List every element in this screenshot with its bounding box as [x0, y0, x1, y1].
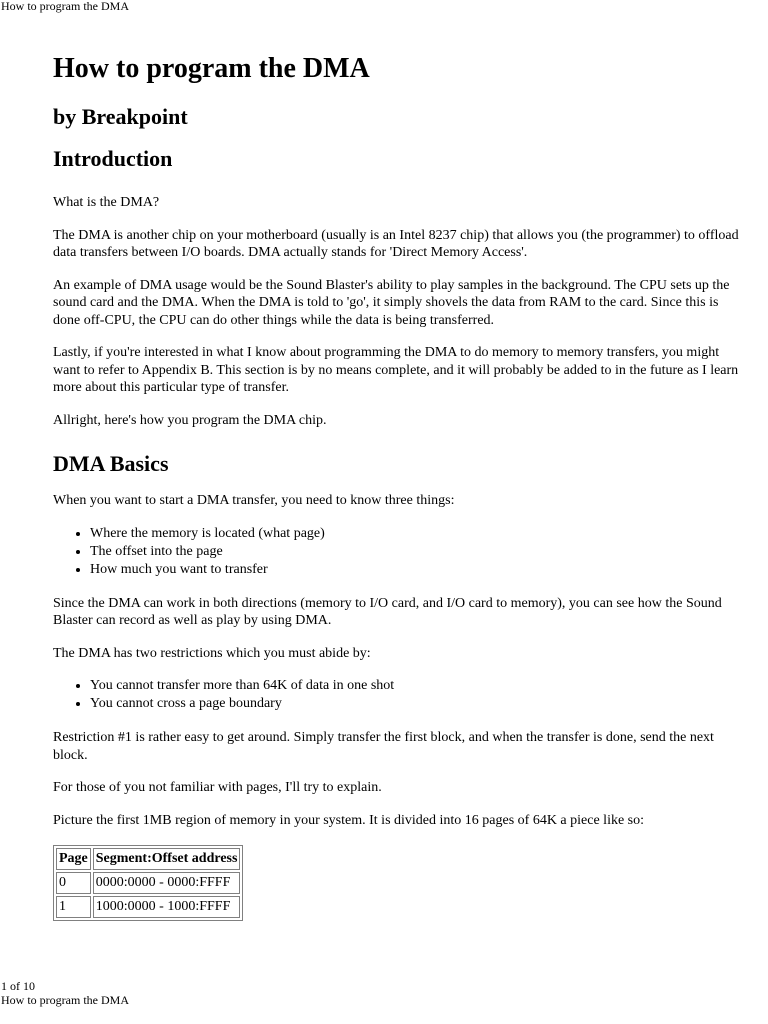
table-cell: 0 [56, 872, 91, 894]
three-things-list [53, 525, 743, 579]
table-cell: 0000:0000 - 0000:FFFF [93, 872, 241, 894]
dma-basics-heading: DMA Basics [53, 451, 169, 476]
list-item: • You cannot cross a page boundary [90, 695, 743, 713]
directions-paragraph: Since the DMA can work in both directions (memory to I/O card, and I/O card to memory), you can see how the Sound Blaster can record as well as play by using DMA. [53, 595, 722, 628]
document-content [53, 52, 743, 921]
basics-intro: When you want to start a DMA transfer, you need to know three things: [53, 493, 455, 508]
list-item: • The offset into the page [90, 543, 743, 561]
table-row [56, 896, 240, 918]
restriction-one-paragraph: Restriction #1 is rather easy to get around. Simply transfer the first block, and when the transfer is done, send the next block. [53, 730, 714, 763]
restrictions-list [53, 677, 743, 713]
table-row [56, 872, 240, 894]
pages-explain-paragraph: For those of you not familiar with pages, I'll try to explain. [53, 780, 382, 795]
table-cell: 1 [56, 896, 91, 918]
table-header-address: Segment:Offset address [93, 848, 241, 870]
table-header-row [56, 848, 240, 870]
intro-paragraph: Allright, here's how you program the DMA chip. [53, 412, 327, 428]
list-item: • You cannot transfer more than 64K of data in one shot [90, 677, 743, 695]
intro-paragraph: Lastly, if you're interested in what I know about programming the DMA to do memory to memory transfers, you might want to refer to Appendix B. This section is by no means complete, and it will probably be added to in the future as I learn more about this particular type of transfer. [53, 345, 739, 395]
document-title: How to program the DMA [53, 53, 370, 84]
table-header-page: Page [56, 848, 91, 870]
page-number: 1 of 10 [1, 979, 35, 993]
author-byline: by Breakpoint [53, 104, 188, 129]
intro-paragraph: The DMA is another chip on your motherboard (usually is an Intel 8237 chip) that allows you (the programmer) to offload data transfers between I/O boards. DMA actually stands for 'Direct Memory Access'. [53, 227, 739, 260]
intro-question: What is the DMA? [53, 195, 160, 210]
introduction-heading: Introduction [53, 146, 173, 171]
list-item: • Where the memory is located (what page) [90, 525, 743, 543]
intro-paragraph: An example of DMA usage would be the Sound Blaster's ability to play samples in the background. The CPU sets up the sound card and the DMA. When the DMA is told to 'go', it simply shovels the data from RAM to the card. Since this is done off-CPU, the CPU can do other things while the data is being transferred. [53, 277, 730, 328]
running-footer: How to program the DMA [1, 993, 129, 1007]
page-address-table [53, 845, 243, 921]
running-header: How to program the DMA [1, 0, 129, 13]
table-cell: 1000:0000 - 1000:FFFF [93, 896, 241, 918]
list-item: • How much you want to transfer [90, 561, 743, 579]
memory-picture-paragraph: Picture the first 1MB region of memory in your system. It is divided into 16 pages of 64K a piece like so: [53, 812, 645, 828]
restrictions-intro: The DMA has two restrictions which you must abide by: [53, 645, 371, 661]
